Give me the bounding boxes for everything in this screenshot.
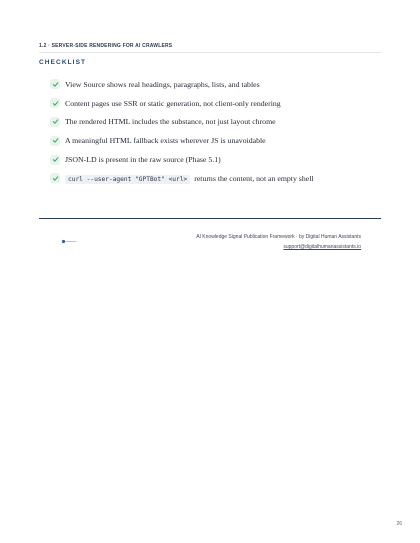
check-icon (50, 98, 60, 108)
checklist-item-text: Content pages use SSR or static generation, not client-only rendering (65, 98, 281, 108)
inline-code: curl --user-agent "GPTBot" <url> (65, 175, 190, 184)
checklist-item (50, 113, 390, 132)
check-icon (50, 117, 60, 127)
checklist-item-text: A meaningful HTML fallback exists wherever JS is unavoidable (65, 136, 266, 146)
checklist-item (50, 131, 390, 150)
checklist-item-text: The rendered HTML includes the substance, not just layout chrome (65, 117, 276, 127)
checklist-item (50, 75, 390, 94)
checklist-item-text: JSON-LD is present in the raw source (Phase 5.1) (65, 155, 221, 165)
check-icon (50, 136, 60, 146)
header-divider (39, 52, 381, 53)
checklist-title: CHECKLIST (39, 59, 87, 66)
footer-divider (39, 218, 381, 219)
checklist-item (50, 169, 390, 188)
checklist-item-text: View Source shows real headings, paragraphs, lists, and tables (65, 79, 260, 89)
footer-credit: AI Knowledge Signal Publication Framework · by Digital Human Assistants (196, 234, 361, 240)
check-icon (50, 173, 60, 183)
check-icon (50, 79, 60, 89)
checklist-item (50, 94, 390, 113)
checklist-item-text-tail: returns the content, not an empty shell (194, 173, 314, 183)
checklist (50, 75, 390, 188)
brand-logo (61, 239, 77, 244)
section-header: 1.2 · SERVER-SIDE RENDERING FOR AI CRAWLERS (39, 43, 173, 49)
footer-email-link[interactable]: support@digitalhumanassistants.io (283, 244, 361, 250)
check-icon (50, 155, 60, 165)
checklist-item-text (65, 174, 314, 183)
page-number: 26 (396, 521, 402, 527)
checklist-item (50, 150, 390, 169)
